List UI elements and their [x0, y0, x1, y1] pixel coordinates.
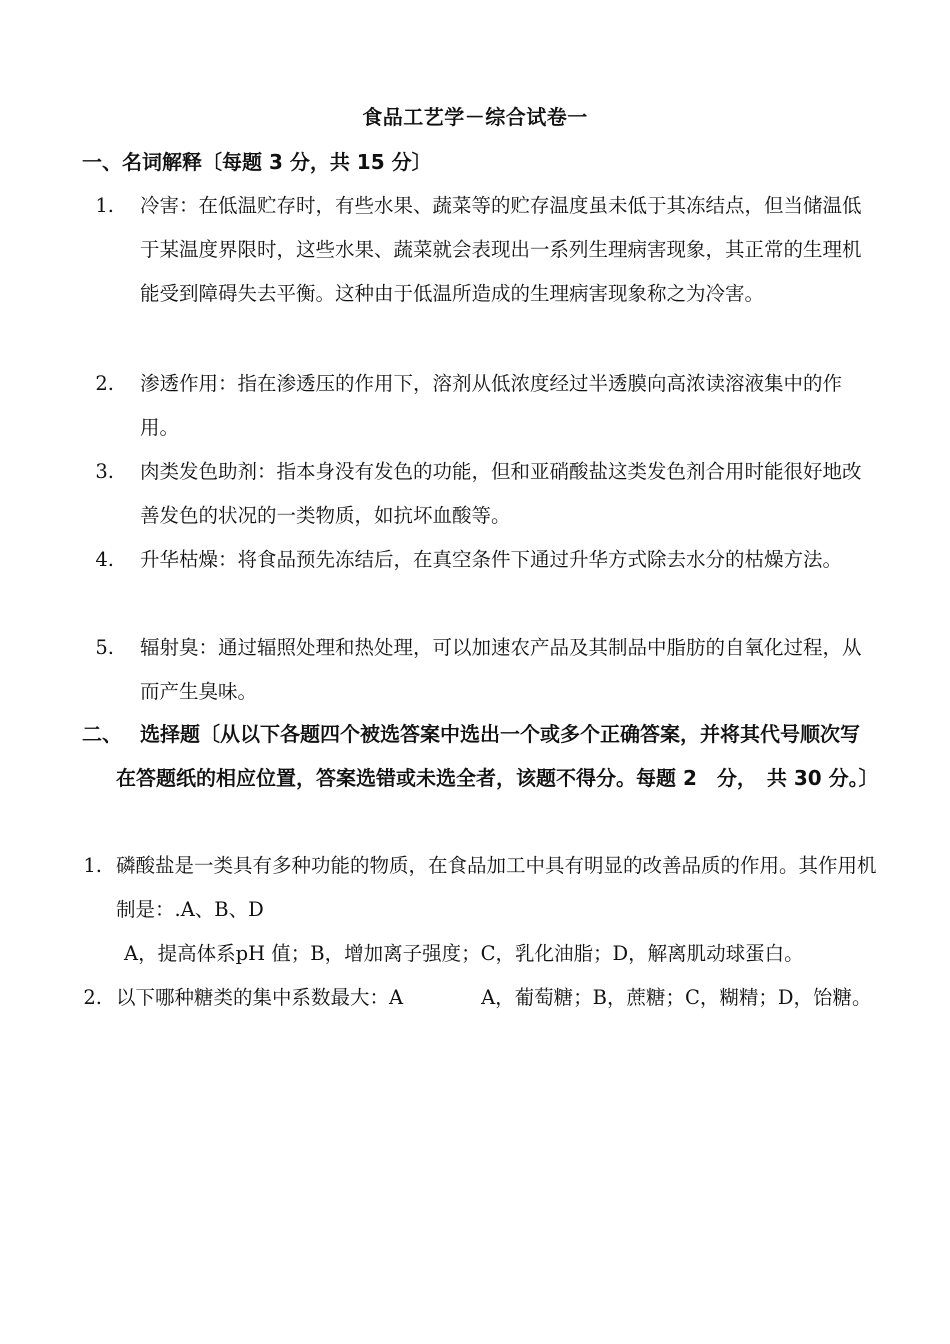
- question-text: 以下哪种糖类的集中系数最大：A A，葡萄糖；B，蔗糖；C，糊精；D，饴糖。: [116, 986, 872, 1009]
- question-1-options: A，提高体系pH 值；B，增加离子强度；C，乳化油脂；D，解离肌动球蛋白。: [124, 942, 804, 965]
- item-number: 5.: [95, 636, 114, 659]
- item-text: 肉类发色助剂：指本身没有发色的功能，但和亚硝酸盐这类发色剂合用时能很好地改善发色的状况的一类物质，如抗坏血酸等。: [140, 460, 862, 527]
- question-text: 磷酸盐是一类具有多种功能的物质，在食品加工中具有明显的改善品质的作用。其作用机制是：.A、B、D: [116, 854, 877, 921]
- question-number: 1.: [83, 854, 102, 877]
- item-text: 渗透作用：指在渗透压的作用下，溶剂从低浓度经过半透膜向高浓读溶液集中的作用。: [140, 372, 843, 439]
- section-mark: 二、: [82, 722, 122, 746]
- item-text: 升华枯燥：将食品预先冻结后，在真空条件下通过升华方式除去水分的枯燥方法。: [140, 548, 843, 571]
- item-text: 辐射臭：通过辐照处理和热处理，可以加速农产品及其制品中脂肪的自氧化过程，从而产生臭味。: [140, 636, 862, 703]
- question-number: 2.: [83, 986, 102, 1009]
- item-text: 冷害：在低温贮存时，有些水果、蔬菜等的贮存温度虽未低于其冻结点，但当储温低于某温度界限时，这些水果、蔬菜就会表现出一系列生理病害现象，其正常的生理机能受到障碍失去平衡。这种由于低温所造成的生理病害现象称之为冷害。: [140, 194, 862, 305]
- item-number: 3.: [95, 460, 114, 483]
- page-title: 食品工艺学－综合试卷一: [362, 105, 588, 129]
- item-number: 1.: [95, 194, 114, 217]
- item-number: 2.: [95, 372, 114, 395]
- item-number: 4.: [95, 548, 114, 571]
- section-heading-definitions: 一、名词解释〔每题 3 分，共 15 分〕: [82, 150, 432, 174]
- section-heading-text: 选择题〔从以下各题四个被选答案中选出一个或多个正确答案，并将其代号顺次写在答题纸的相应位置，答案选错或未选全者，该题不得分。每题 2 分， 共 30 分。〕: [116, 722, 879, 790]
